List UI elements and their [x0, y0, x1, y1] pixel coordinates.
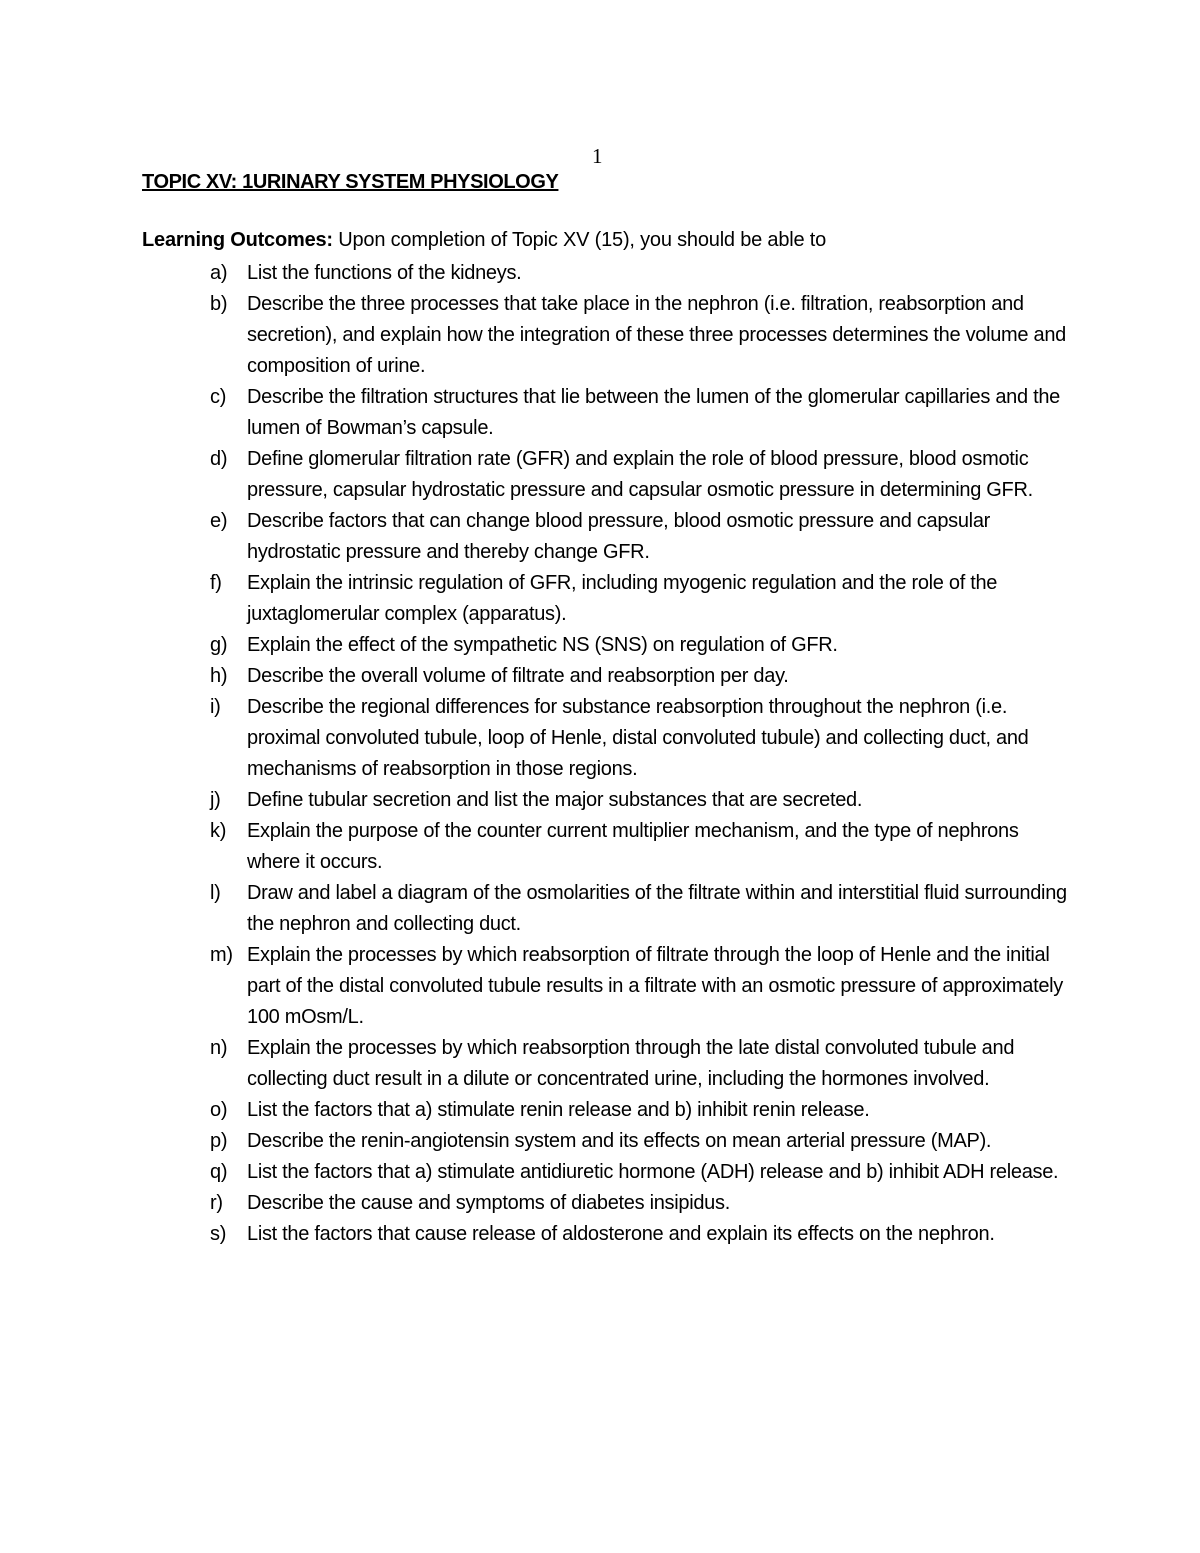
- outcome-marker: m): [210, 944, 233, 966]
- outcome-item: [0, 258, 1200, 289]
- learning-outcomes-list: [0, 258, 1200, 1250]
- outcome-item: [0, 1188, 1200, 1219]
- outcome-text: Describe the cause and symptoms of diabetes insipidus.: [247, 1192, 730, 1214]
- learning-outcomes-intro: [142, 229, 826, 252]
- outcome-marker: k): [210, 820, 227, 842]
- outcome-text: Describe factors that can change blood pressure, blood osmotic pressure and capsular hydrostatic pressure and thereby change GFR.: [247, 510, 991, 563]
- outcome-item: [0, 816, 1200, 878]
- outcome-marker: j): [210, 789, 221, 811]
- outcome-text: List the functions of the kidneys.: [247, 262, 522, 284]
- outcome-item: [0, 661, 1200, 692]
- outcome-item: [0, 506, 1200, 568]
- outcome-marker: i): [210, 696, 221, 718]
- outcome-text: List the factors that a) stimulate antidiuretic hormone (ADH) release and b) inhibit ADH release.: [247, 1161, 1059, 1183]
- outcome-text: Describe the three processes that take place in the nephron (i.e. filtration, reabsorption and secretion), and explain how the integration of these three processes determines the volume and composition of urine.: [247, 293, 1066, 377]
- outcome-text: Define glomerular filtration rate (GFR) and explain the role of blood pressure, blood osmotic pressure, capsular hydrostatic pressure and capsular osmotic pressure in determining GFR.: [247, 448, 1033, 501]
- outcome-marker: a): [210, 262, 228, 284]
- outcome-marker: l): [210, 882, 221, 904]
- document-title: TOPIC XV: 1URINARY SYSTEM PHYSIOLOGY: [142, 171, 559, 193]
- outcome-marker: n): [210, 1037, 228, 1059]
- outcome-item: [0, 692, 1200, 785]
- outcome-item: [0, 630, 1200, 661]
- outcome-text: Explain the purpose of the counter current multiplier mechanism, and the type of nephrons where it occurs.: [247, 820, 1019, 873]
- outcome-marker: f): [210, 572, 222, 594]
- outcome-text: List the factors that a) stimulate renin release and b) inhibit renin release.: [247, 1099, 870, 1121]
- outcome-marker: r): [210, 1192, 223, 1214]
- page-number: 1: [592, 144, 603, 168]
- outcome-text: Define tubular secretion and list the major substances that are secreted.: [247, 789, 863, 811]
- outcome-marker: d): [210, 448, 228, 470]
- outcome-text: Explain the intrinsic regulation of GFR, including myogenic regulation and the role of the juxtaglomerular complex (apparatus).: [247, 572, 998, 625]
- outcome-marker: b): [210, 293, 228, 315]
- outcome-item: [0, 785, 1200, 816]
- outcome-item: [0, 382, 1200, 444]
- outcome-text: Describe the filtration structures that lie between the lumen of the glomerular capillaries and the lumen of Bowman’s capsule.: [247, 386, 1060, 439]
- outcome-item: [0, 568, 1200, 630]
- outcome-item: [0, 444, 1200, 506]
- outcome-item: [0, 1157, 1200, 1188]
- outcome-text: Describe the regional differences for substance reabsorption throughout the nephron (i.e. proximal convoluted tubule, loop of Henle, distal convoluted tubule) and collecting duct, and mechanisms of reabsorption in those regions.: [247, 696, 1029, 780]
- outcome-item: [0, 878, 1200, 940]
- outcome-marker: q): [210, 1161, 228, 1183]
- outcome-marker: c): [210, 386, 227, 408]
- outcome-marker: s): [210, 1223, 227, 1245]
- outcome-item: [0, 289, 1200, 382]
- outcome-item: [0, 1033, 1200, 1095]
- outcome-text: List the factors that cause release of aldosterone and explain its effects on the nephron.: [247, 1223, 995, 1245]
- outcome-marker: h): [210, 665, 228, 687]
- outcome-text: Draw and label a diagram of the osmolarities of the filtrate within and interstitial fluid surrounding the nephron and collecting duct.: [247, 882, 1067, 935]
- outcome-text: Explain the effect of the sympathetic NS (SNS) on regulation of GFR.: [247, 634, 838, 656]
- outcome-item: [0, 1095, 1200, 1126]
- learning-outcomes-label: Learning Outcomes:: [142, 229, 333, 251]
- outcome-item: [0, 1126, 1200, 1157]
- outcome-text: Explain the processes by which reabsorption of filtrate through the loop of Henle and the initial part of the distal convoluted tubule results in a filtrate with an osmotic pressure of approximately 100 mOsm/L.: [247, 944, 1063, 1028]
- outcome-text: Describe the overall volume of filtrate and reabsorption per day.: [247, 665, 789, 687]
- outcome-item: [0, 1219, 1200, 1250]
- outcome-text: Describe the renin-angiotensin system and its effects on mean arterial pressure (MAP).: [247, 1130, 992, 1152]
- outcome-marker: p): [210, 1130, 228, 1152]
- outcome-text: Explain the processes by which reabsorption through the late distal convoluted tubule and collecting duct result in a dilute or concentrated urine, including the hormones involved.: [247, 1037, 1015, 1090]
- outcome-marker: o): [210, 1099, 228, 1121]
- learning-outcomes-text: Upon completion of Topic XV (15), you should be able to: [338, 229, 827, 251]
- outcome-marker: e): [210, 510, 228, 532]
- outcome-marker: g): [210, 634, 228, 656]
- outcome-item: [0, 940, 1200, 1033]
